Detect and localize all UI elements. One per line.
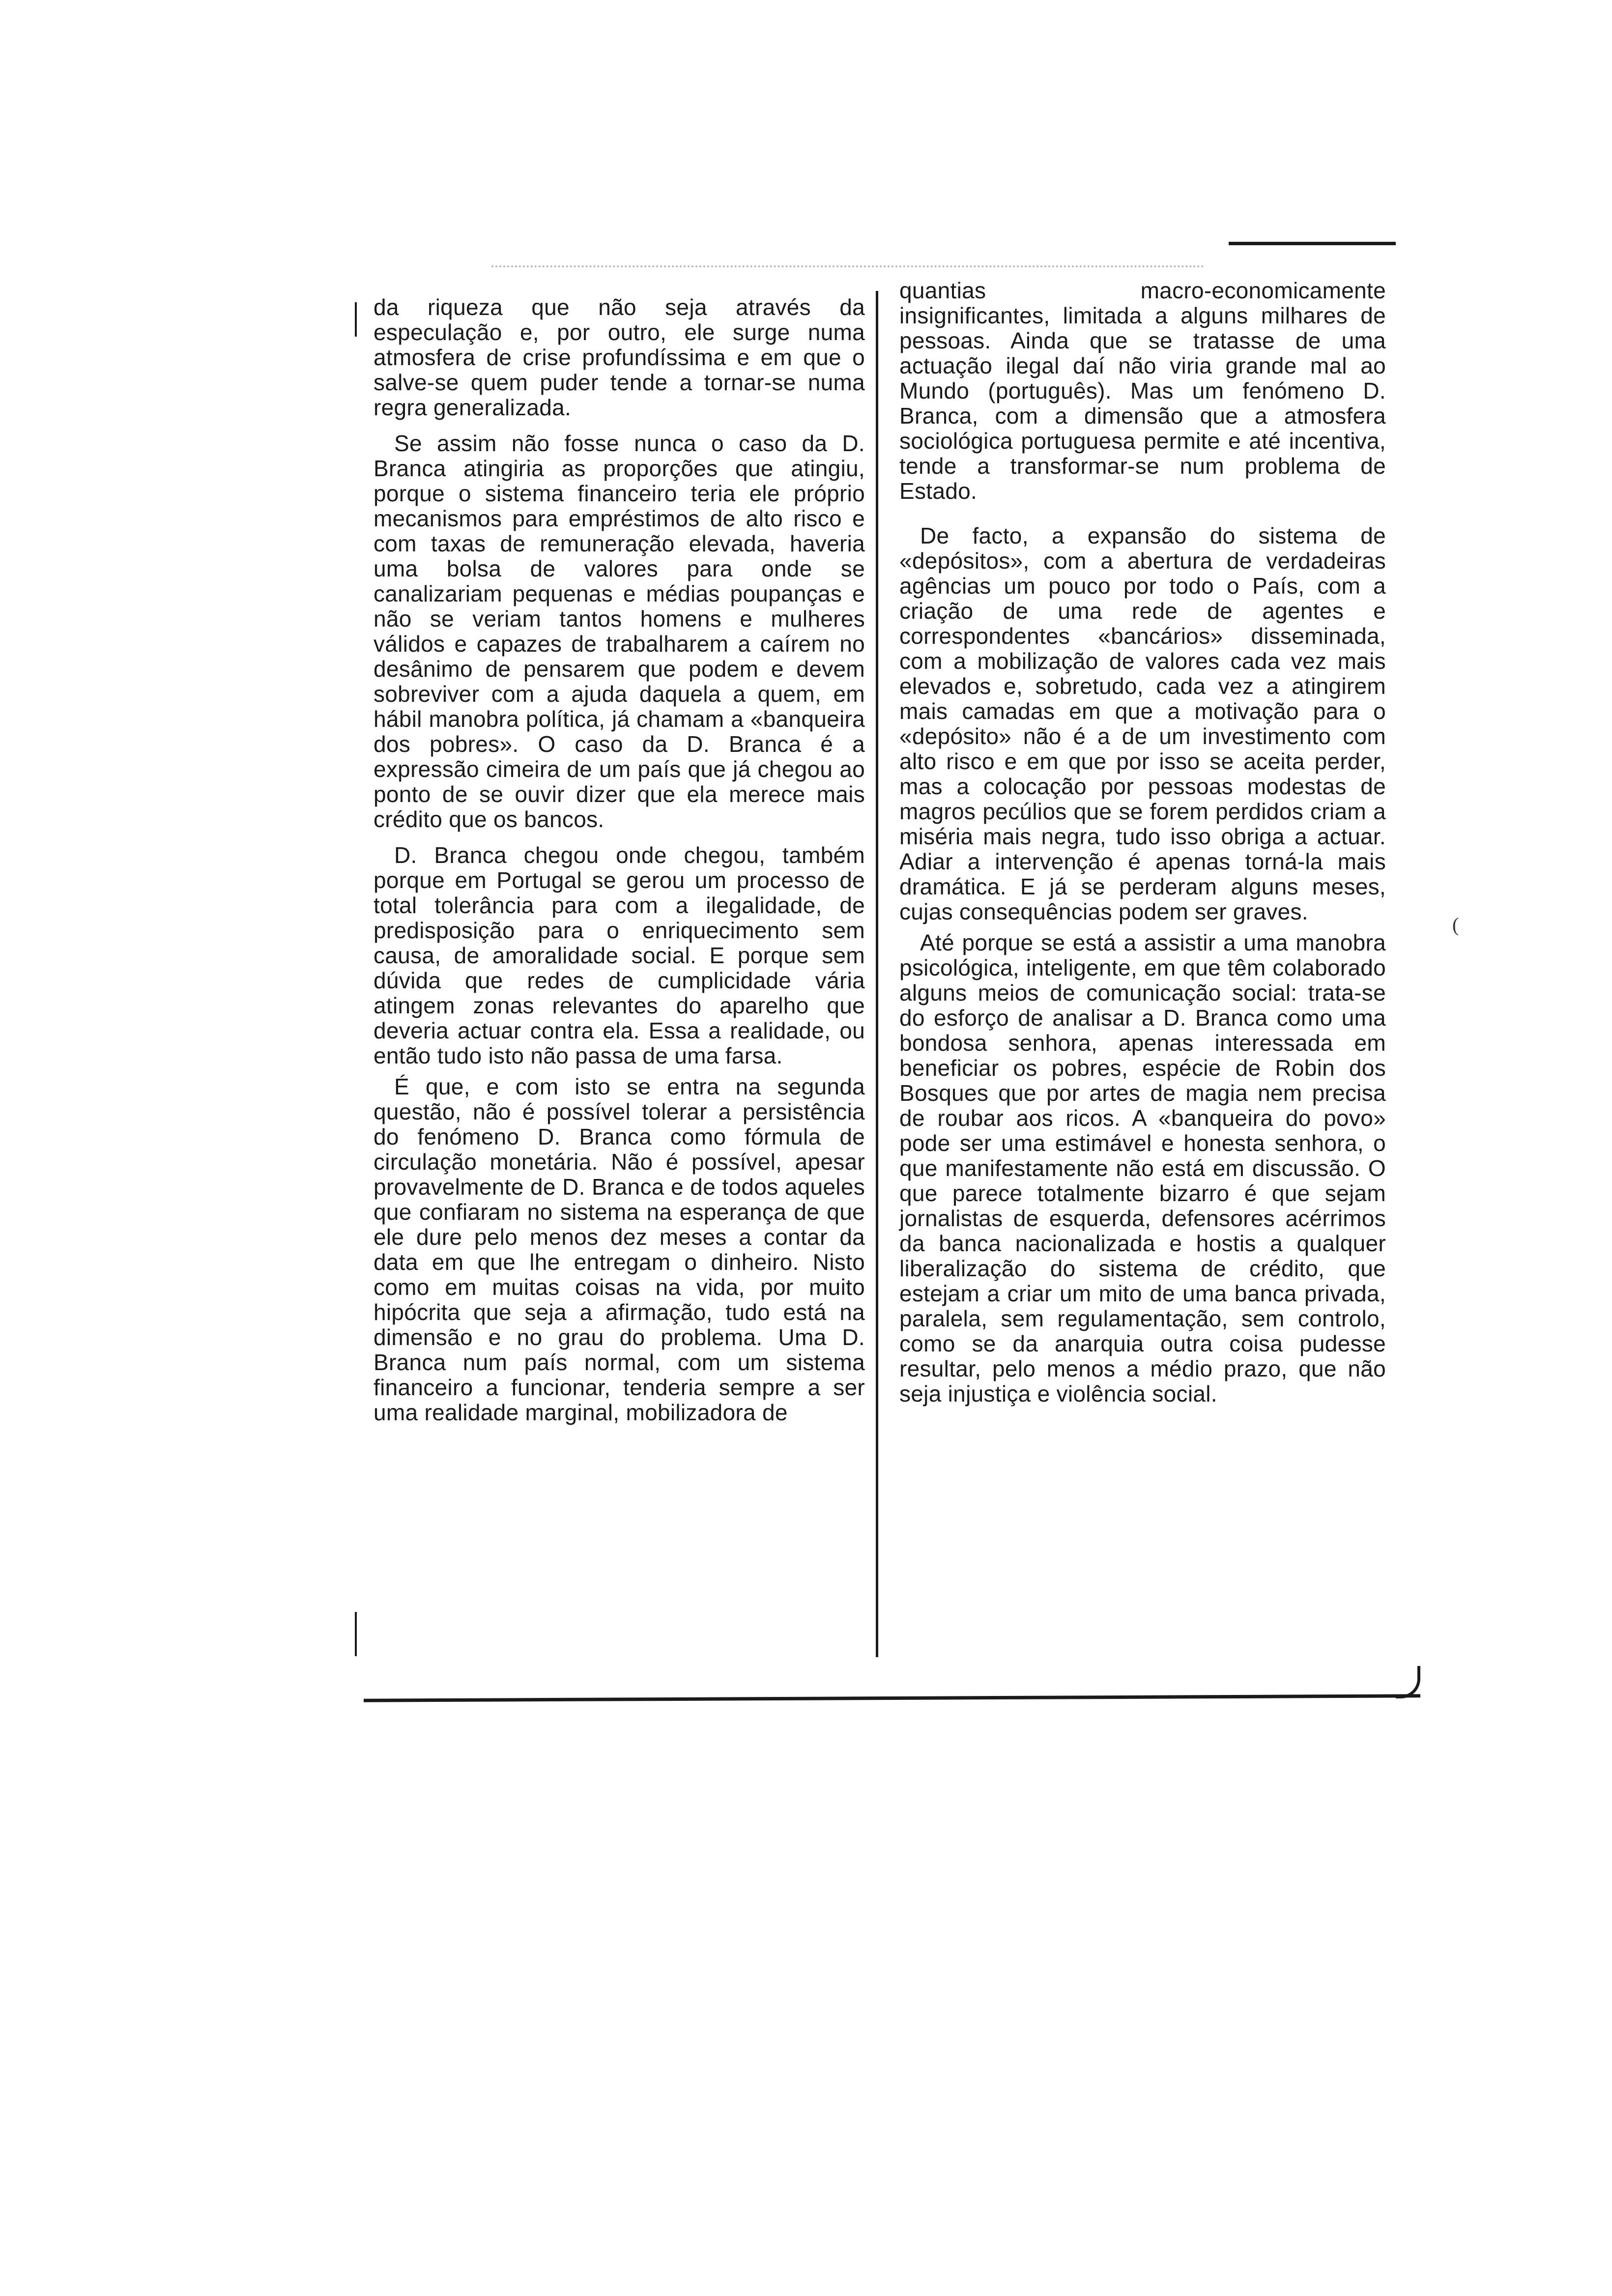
top-rule	[1229, 242, 1396, 245]
bottom-rule	[364, 1694, 1420, 1702]
bottom-rule-hook	[1396, 1666, 1420, 1698]
paragraph: D. Branca chegou onde chegou, também porque em Portugal se gerou um processo de total tolerância para com a ilegalidade, de predisposição para o enriquecimento sem causa, de amoralidade social. E porque sem dúvida que redes de cumplicidade vária atingem zonas relevantes do aparelho que deveria actuar contra ela. Essa a realidade, ou então tudo isto não passa de uma farsa.	[374, 842, 865, 1068]
paragraph: De facto, a expansão do sistema de «depósitos», com a abertura de verdadeiras agências um pouco por todo o País, com a criação de uma rede de agentes e correspondentes «bancários» disseminada, com a mobilização de valores cada vez mais elevados e, sobretudo, cada vez a atingirem mais camadas em que a motivação para o «depósito» não é a de um investimento com alto risco e em que por isso se aceita perder, mas a colocação por pessoas modestas de magros pecúlios que se forem perdidos criam a miséria mais negra, tudo isso obriga a actuar. Adiar a intervenção é apenas torná-la mais dramática. E já se perderam alguns meses, cujas consequências podem ser graves.	[899, 523, 1386, 924]
paragraph: quantias macro-economicamente insignificantes, limitada a alguns milhares de pessoas. Ainda que se tratasse de uma actuação ilegal daí não viria grande mal ao Mundo (português). Mas um fenómeno D. Branca, com a dimensão que a atmosfera sociológica portuguesa permite e até incentiva, tende a transformar-se num problema de Estado.	[899, 278, 1386, 504]
paragraph: É que, e com isto se entra na segunda questão, não é possível tolerar a persistência do fenómeno D. Branca como fórmula de circulação monetária. Não é possível, apesar provavelmente de D. Branca e de todos aqueles que confiaram no sistema na esperança de que ele dure pelo menos dez meses a contar da data em que lhe entregam o dinheiro. Nisto como em muitas coisas na vida, por muito hipócrita que seja a afirmação, tudo está na dimensão e no grau do problema. Uma D. Branca num país normal, com um sistema financeiro a funcionar, tenderia sempre a ser uma realidade marginal, mobilizadora de	[374, 1074, 865, 1425]
left-column	[374, 295, 865, 1436]
right-column	[899, 278, 1386, 1417]
paragraph: Até porque se está a assistir a uma manobra psicológica, inteligente, em que têm colaborado alguns meios de comunicação social: trata-se do esforço de analisar a D. Branca como uma bondosa senhora, apenas interessada em beneficiar os pobres, espécie de Robin dos Bosques que por artes de magia nem precisa de roubar aos ricos. A «banqueira do povo» pode ser uma estimável e honesta senhora, o que manifestamente não está em discussão. O que parece totalmente bizarro é que sejam jornalistas de esquerda, defensores acérrimos da banca nacionalizada e hostis a qualquer liberalização do sistema de crédito, que estejam a criar um mito de uma banca privada, paralela, sem regulamentação, sem controlo, como se da anarquia outra coisa pudesse resultar, pelo menos a médio prazo, que não seja injustiça e violência social.	[899, 930, 1386, 1406]
margin-marker	[355, 1612, 357, 1656]
scan-mark: (	[1452, 914, 1459, 936]
margin-marker	[355, 302, 357, 337]
column-divider	[876, 291, 878, 1657]
top-dotted-rule	[491, 265, 1204, 268]
paragraph: Se assim não fosse nunca o caso da D. Branca atingiria as proporções que atingiu, porque o sistema financeiro teria ele próprio mecanismos para empréstimos de alto risco e com taxas de remuneração elevada, haveria uma bolsa de valores para onde se canalizariam pequenas e médias poupanças e não se veriam tantos homens e mulheres válidos e capazes de trabalharem a caírem no desânimo de pensarem que podem e devem sobreviver com a ajuda daquela a quem, em hábil manobra política, já chamam a «banqueira dos pobres». O caso da D. Branca é a expressão cimeira de um país que já chegou ao ponto de se ouvir dizer que ela merece mais crédito que os bancos.	[374, 430, 865, 832]
paragraph: da riqueza que não seja através da especulação e, por outro, ele surge numa atmosfera de crise profundíssima e em que o salve-se quem puder tende a tornar-se numa regra generalizada.	[374, 294, 865, 420]
